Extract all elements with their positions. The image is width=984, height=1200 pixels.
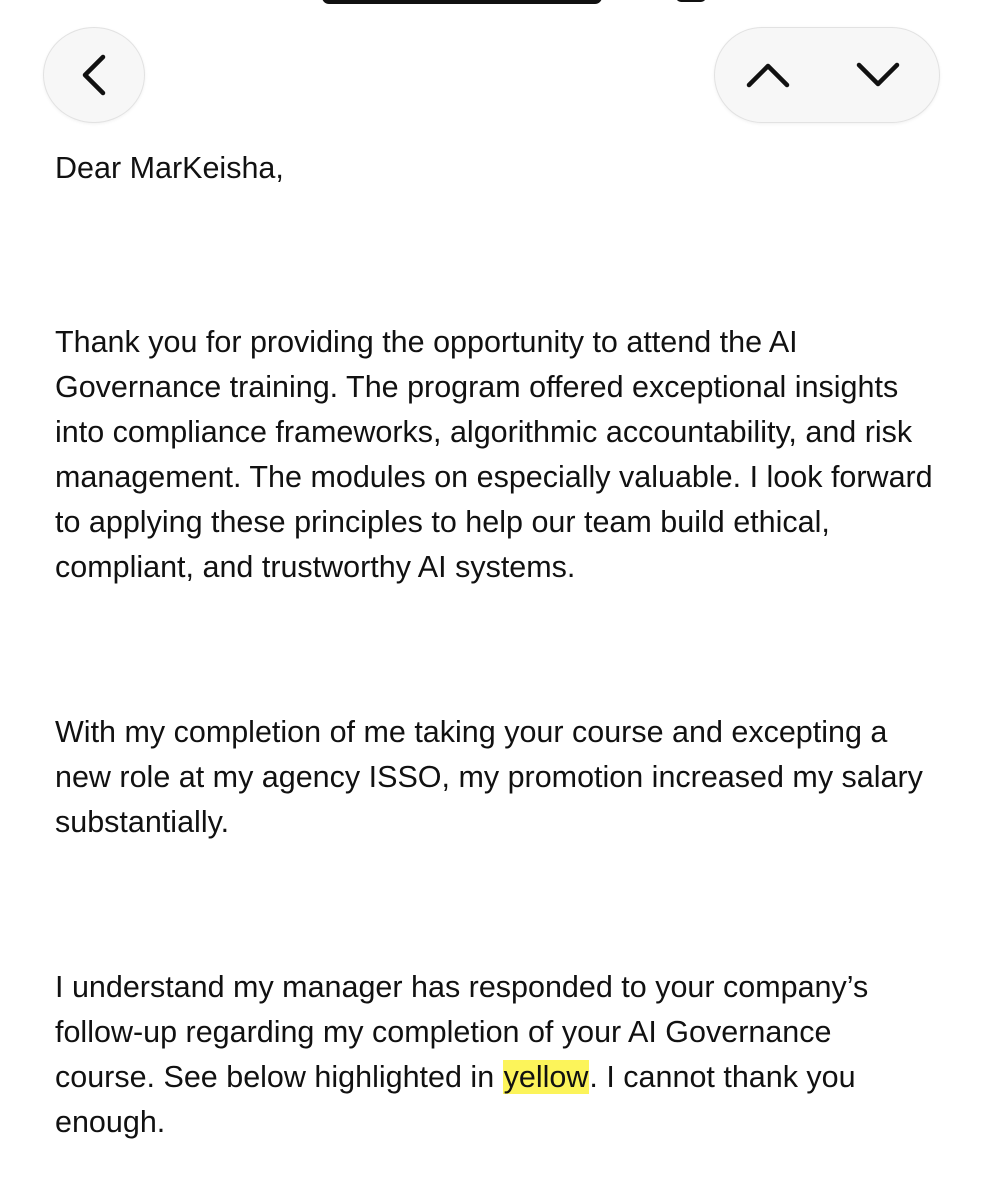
chevron-down-icon	[855, 61, 901, 89]
next-message-button[interactable]	[855, 52, 901, 98]
chevron-left-icon	[79, 53, 109, 97]
paragraph-manager-text: I understand my manager has responded to your company’s follow-up regarding my completion of your AI Governance course. See below highlighted in	[55, 970, 869, 1094]
highlighted-word: yellow	[503, 1060, 589, 1094]
message-body	[55, 140, 935, 1145]
greeting: Dear MarKeisha,	[55, 151, 284, 185]
chevron-up-icon	[745, 61, 791, 89]
paragraph-manager-closing: . I cannot thank you enough.	[55, 1060, 856, 1139]
paragraph-manager	[55, 965, 935, 1145]
previous-message-button[interactable]	[745, 52, 791, 98]
paragraph-thanks: Thank you for providing the opportunity to attend the AI Governance training. The program offered exceptional insights into compliance frameworks, algorithmic accountability, and risk management. The modules on especially valuable. I look forward to applying these principles to help our team build ethical, compliant, and trustworthy AI systems.	[55, 325, 933, 584]
message-navigation	[714, 27, 940, 123]
status-bar-indicator	[676, 0, 706, 2]
back-button[interactable]	[43, 27, 145, 123]
status-bar-notch	[322, 0, 602, 4]
paragraph-promotion: With my completion of me taking your course and excepting a new role at my agency ISSO, my promotion increased my salary substantially.	[55, 715, 923, 839]
